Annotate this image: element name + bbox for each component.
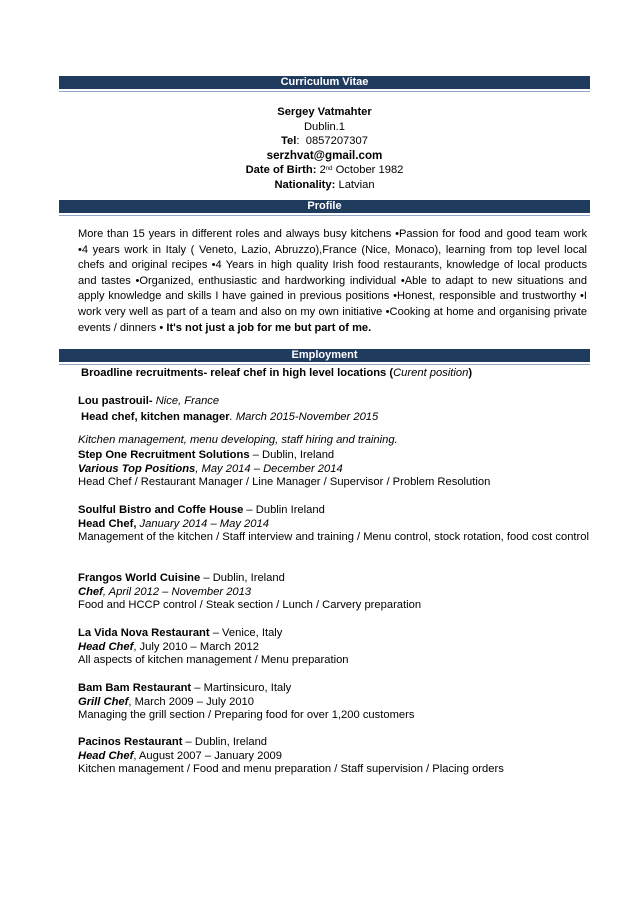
job-title: Head Chef, xyxy=(78,517,137,530)
job-lou xyxy=(78,395,598,448)
job-title: Head Chef xyxy=(78,749,134,762)
job-company: Soulful Bistro and Coffe House xyxy=(78,504,244,516)
job-desc: All aspects of kitchen management / Menu preparation xyxy=(78,654,349,667)
profile-body: More than 15 years in different roles and always busy kitchens •Passion for food and good team work •4 years work in Italy ( Veneto, Lazio, Abruzzo),France (Nice, Monaco), learning from top level local chefs and original recipes •4 Years in high quality Irish food restaurants, knowledge of local products and tastes •Organized, enthusiastic and hardworking individual •Able to adapt to new situations and apply knowledge and skills I have gained in previous positions •Honest, responsible and trustworthy •I work very well as part of a team and also on my own initiative •Cooking at home and organising private events / dinners • xyxy=(78,228,587,334)
job-company: Frangos World Cuisine xyxy=(78,572,201,584)
job-dates: , May 2014 – December 2014 xyxy=(195,462,343,475)
nationality-value: Latvian xyxy=(338,178,375,191)
job-company: Pacinos Restaurant xyxy=(78,736,183,748)
job-lou-company: Lou pastrouil- xyxy=(78,395,153,407)
section-bar-cv xyxy=(59,76,590,89)
job-title: Chef xyxy=(78,585,103,598)
dob-suffix: nd xyxy=(325,166,333,173)
job-dates: , August 2007 – January 2009 xyxy=(133,749,282,762)
job-desc: Food and HCCP control / Steak section / Lunch / Carvery preparation xyxy=(78,599,422,612)
nationality-line xyxy=(59,178,590,193)
phone-label: Tel xyxy=(281,135,297,148)
section-bar-profile xyxy=(59,200,590,213)
dob-label: Date of Birth: xyxy=(245,164,317,177)
job-dates: , April 2012 – November 2013 xyxy=(102,585,252,598)
broadline-paren-open: ( xyxy=(389,367,394,379)
broadline-title: Broadline recruitments- releaf chef in high level locations xyxy=(81,367,387,379)
profile-text xyxy=(78,227,587,336)
job-location: – Dublin, Ireland xyxy=(182,736,268,748)
profile-bold-tail: It's not just a job for me but part of me. xyxy=(166,321,372,334)
job-entry xyxy=(78,449,598,490)
section-title-employment: Employment xyxy=(291,349,358,361)
job-desc: Management of the kitchen / Staff interview and training / Menu control, stock rotation, food cost control xyxy=(78,531,589,544)
candidate-name: Sergey Vatmahter xyxy=(277,106,372,118)
job-location: – Venice, Italy xyxy=(209,627,283,639)
job-lou-desc: Kitchen management, menu developing, staff hiring and training. xyxy=(78,434,398,447)
job-entry xyxy=(78,504,590,545)
section-bar-employment xyxy=(59,349,590,362)
job-lou-dates: . March 2015-November 2015 xyxy=(229,410,379,423)
job-lou-header xyxy=(78,395,598,409)
job-desc: Head Chef / Restaurant Manager / Line Manager / Supervisor / Problem Resolution xyxy=(78,476,491,489)
candidate-city: Dublin.1 xyxy=(303,120,346,133)
job-location: – Dublin, Ireland xyxy=(249,449,335,461)
contact-header xyxy=(59,105,590,193)
job-location: – Martinsicuro, Italy xyxy=(191,682,292,694)
broadline-status: Curent position xyxy=(393,367,469,379)
job-company: Bam Bam Restaurant xyxy=(78,682,192,694)
job-entry xyxy=(78,682,598,723)
job-entry xyxy=(78,572,598,613)
job-entry xyxy=(78,736,598,777)
job-location: – Dublin, Ireland xyxy=(200,572,285,584)
job-title: Head Chef xyxy=(78,640,134,653)
job-title: Various Top Positions xyxy=(78,462,196,475)
job-desc: Kitchen management / Food and menu preparation / Staff supervision / Placing orders xyxy=(78,763,504,776)
job-location: – Dublin Ireland xyxy=(243,504,325,516)
dob-day: 2 xyxy=(319,164,326,177)
job-company: La Vida Nova Restaurant xyxy=(78,627,210,639)
section-title-profile: Profile xyxy=(307,200,342,212)
phone-line: Tel: 0857207307 xyxy=(281,135,368,148)
job-lou-place: Nice, France xyxy=(155,395,220,407)
job-broadline xyxy=(81,367,601,381)
dob-rest: October 1982 xyxy=(335,164,404,177)
nationality-label: Nationality: xyxy=(274,178,336,191)
job-lou-role-line xyxy=(78,411,598,425)
email-address: serzhvat@gmail.com xyxy=(266,148,383,162)
job-desc: Managing the grill section / Preparing food for over 1,200 customers xyxy=(78,709,415,722)
dob-line xyxy=(59,163,590,178)
job-company: Step One Recruitment Solutions xyxy=(78,449,250,461)
job-dates: , March 2009 – July 2010 xyxy=(128,695,254,708)
job-title: Grill Chef xyxy=(78,695,129,708)
section-title-cv: Curriculum Vitae xyxy=(280,76,369,88)
job-dates: January 2014 – May 2014 xyxy=(136,517,269,530)
job-dates: , July 2010 – March 2012 xyxy=(133,640,259,653)
broadline-paren-close: ) xyxy=(468,367,473,379)
phone-number: 0857207307 xyxy=(305,135,368,148)
job-lou-role: Head chef, kitchen manager xyxy=(81,410,230,423)
job-entry xyxy=(78,627,598,668)
